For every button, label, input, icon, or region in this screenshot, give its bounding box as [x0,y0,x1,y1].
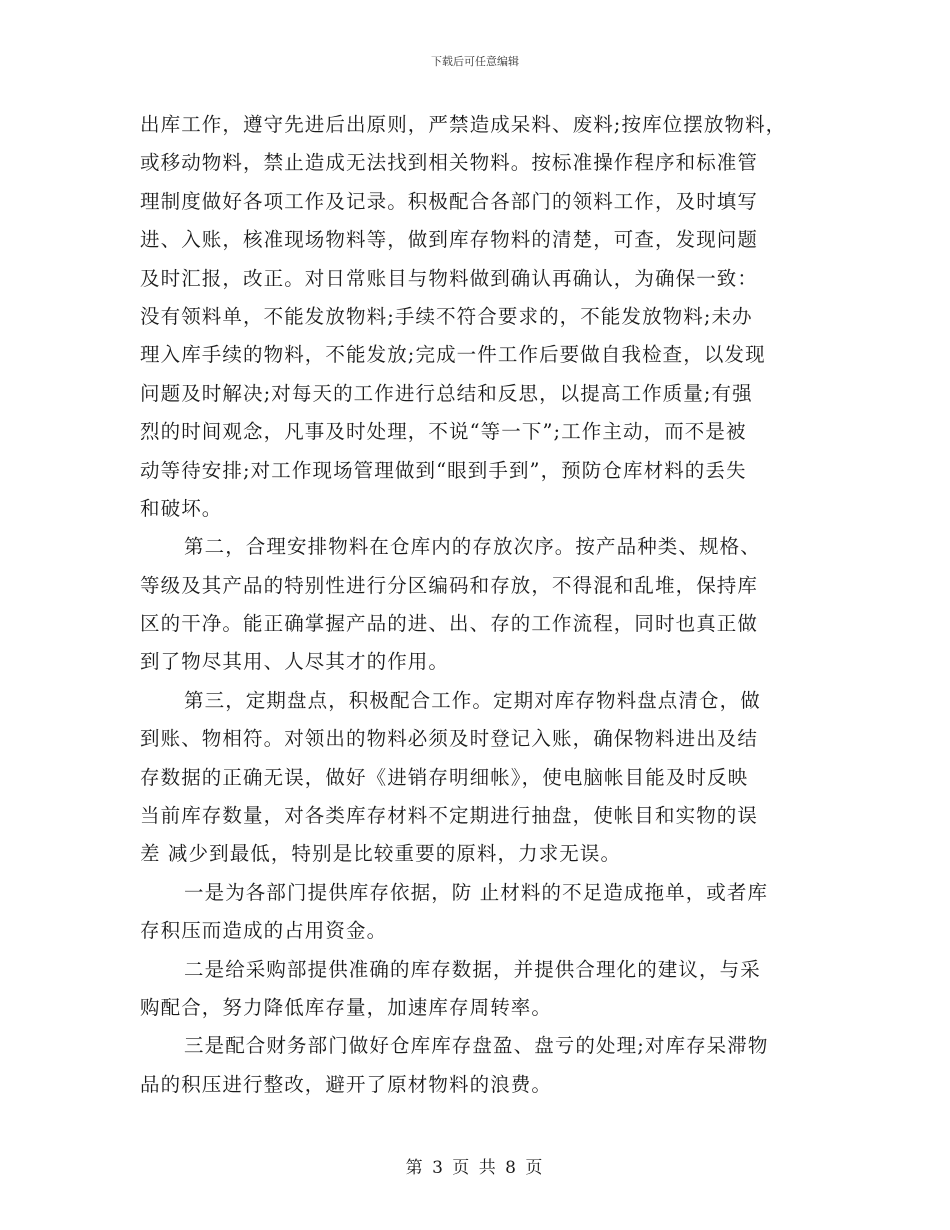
header-note: 下载后可任意编辑 [431,55,519,68]
text-line: 问题及时解决;对每天的工作进行总结和反思，以提高工作质量;有强 [140,381,753,405]
text-line: 存积压而造成的占用资金。 [140,919,388,943]
text-line: 当前库存数量，对各类库存材料不定期进行抽盘，使帐目和实物的误 [140,804,759,828]
paragraph-start-line: 第二，合理安排物料在仓库内的存放次序。按产品种类、规格、 [184,535,761,559]
text-line: 理入库手续的物料，不能发放;完成一件工作后要做自我检查，以发现 [140,343,766,367]
text-line: 及时汇报，改正。对日常账目与物料做到确认再确认，为确保一致： [140,266,759,290]
paragraph-start-line: 二是给采购部提供准确的库存数据，并提供合理化的建议，与采 [184,957,761,981]
text-line: 烈的时间观念，凡事及时处理，不说“等一下”;工作主动，而不是被 [140,420,747,444]
text-line: 或移动物料，禁止造成无法找到相关物料。按标准操作程序和标准管 [140,151,759,175]
document-body [140,106,820,1104]
paragraph-start-line: 一是为各部门提供库存依据，防 止材料的不足造成拖单，或者库 [184,880,769,904]
text-line: 到了物尽其用、人尽其才的作用。 [140,650,450,674]
paragraph-start-line: 三是配合财务部门做好仓库库存盘盈、盘亏的处理;对库存呆滞物 [184,1034,769,1058]
text-line: 出库工作，遵守先进后出原则，严禁造成呆料、废料;按库位摆放物料， [140,113,787,136]
page-footer [0,1153,950,1178]
page-number: 第 3 页 共 8 页 [405,1158,545,1178]
text-line: 动等待安排;对工作现场管理做到“眼到手到”，预防仓库材料的丢失 [140,458,747,482]
text-line: 没有领料单，不能发放物料;手续不符合要求的，不能发放物料;未办 [140,304,753,328]
text-line: 品的积压进行整改，避开了原材物料的浪费。 [140,1072,553,1096]
text-line: 购配合，努力降低库存量，加速库存周转率。 [140,995,553,1019]
text-line: 存数据的正确无误，做好《进销存明细帐》，使电脑帐目能及时反映 [140,765,749,789]
paragraph-start-line: 第三，定期盘点，积极配合工作。定期对库存物料盘点清仓，做 [184,688,761,712]
text-line: 理制度做好各项工作及记录。积极配合各部门的领料工作，及时填写 [140,189,759,213]
text-line: 等级及其产品的特别性进行分区编码和存放，不得混和乱堆，保持库 [140,573,759,597]
text-line: 到账、物相符。对领出的物料必须及时登记入账，确保物料进出及结 [140,727,759,751]
text-line: 区的干净。能正确掌握产品的进、出、存的工作流程，同时也真正做 [140,612,759,636]
text-line: 和破坏。 [140,496,223,520]
page-header [0,53,950,69]
text-line: 进、入账，核准现场物料等，做到库存物料的清楚，可查，发现问题 [140,228,759,252]
text-line: 差 减少到最低，特别是比较重要的原料，力求无误。 [140,842,622,866]
